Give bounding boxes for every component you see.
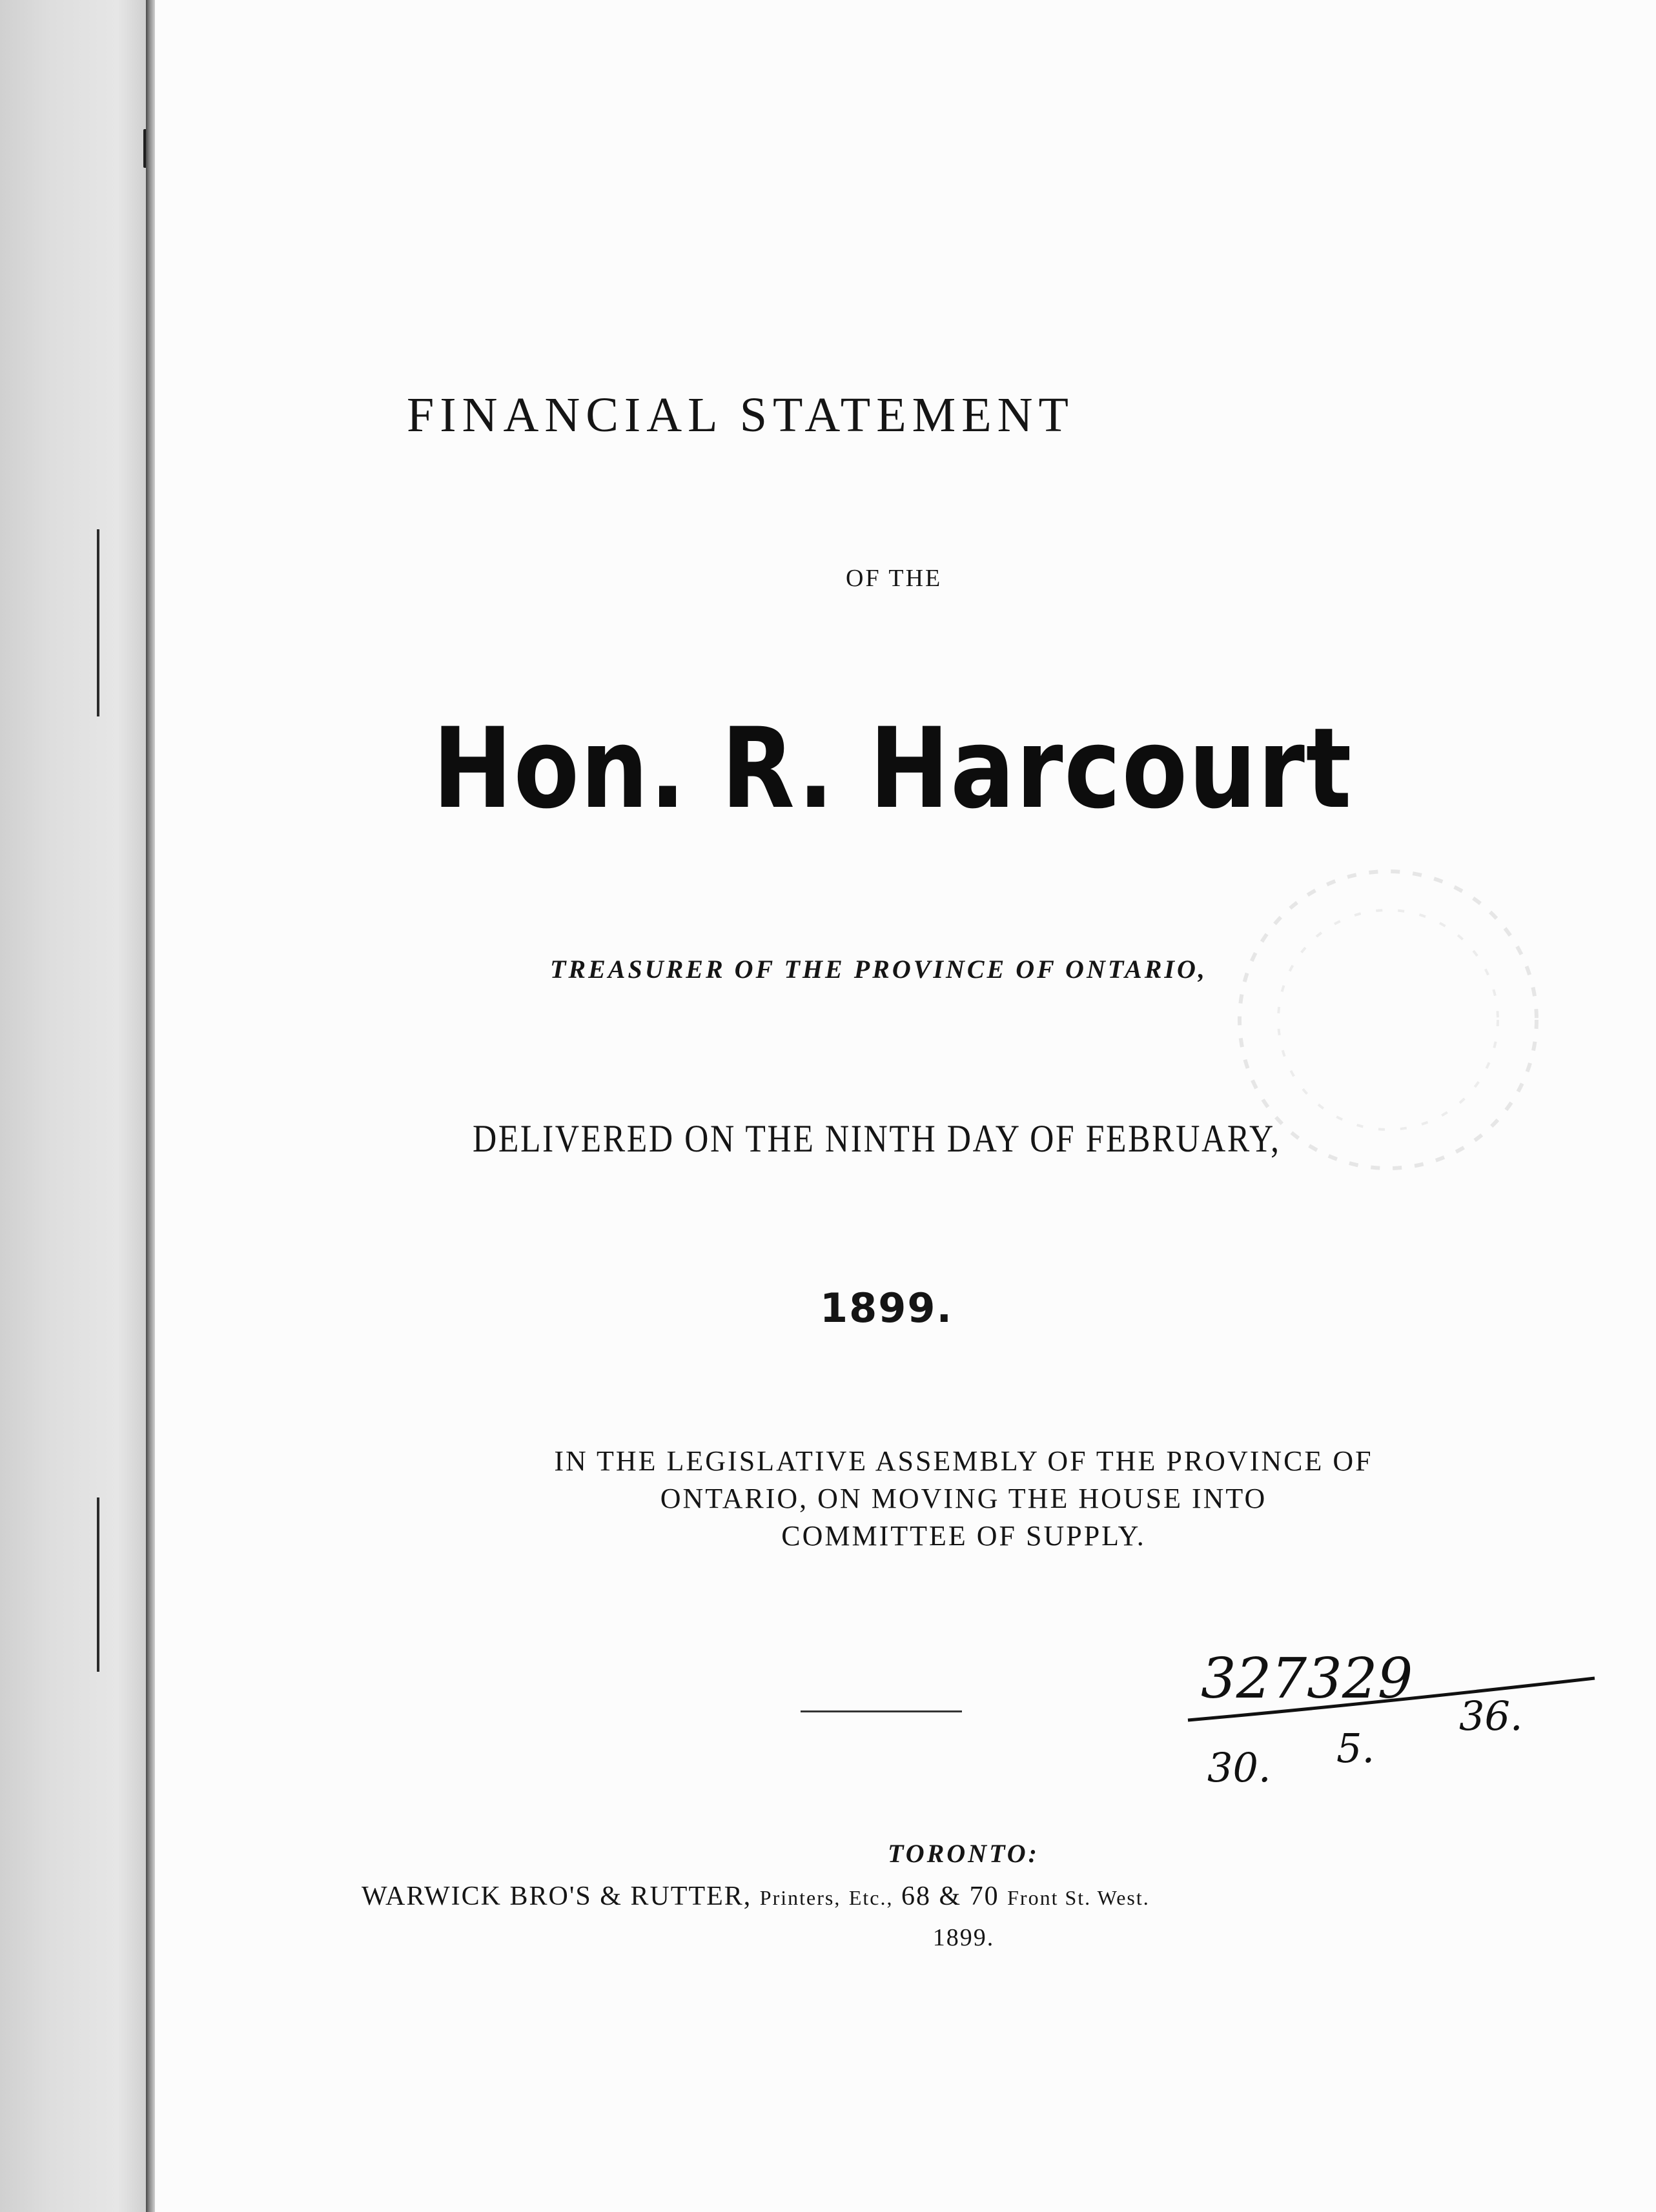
binding-strip xyxy=(0,0,147,2212)
binding-edge xyxy=(146,0,155,2212)
printer-address-numbers: 68 & 70 xyxy=(901,1882,999,1911)
handwritten-date-day: 30. xyxy=(1207,1744,1271,1791)
treasurer-name: Hon. R. Harcourt xyxy=(433,704,1353,833)
imprint-printer xyxy=(362,1881,1653,1912)
imprint-place: TORONTO: xyxy=(888,1839,1039,1868)
treasurer-office: TREASURER OF THE PROVINCE OF ONTARIO, xyxy=(550,955,1207,984)
divider-rule xyxy=(801,1710,962,1712)
delivery-date-line: DELIVERED ON THE NINTH DAY OF FEBRUARY, xyxy=(473,1117,1281,1160)
printer-name: WARWICK BRO'S & RUTTER, xyxy=(362,1882,752,1911)
of-the-connector: OF THE xyxy=(846,565,943,592)
handwritten-accession-note xyxy=(1162,1633,1653,1814)
printer-label: Printers, xyxy=(759,1886,841,1909)
document-title: FINANCIAL STATEMENT xyxy=(407,388,1074,442)
assembly-line-1: IN THE LEGISLATIVE ASSEMBLY OF THE PROVINCE OF xyxy=(554,1445,1373,1477)
binding-stitch-line xyxy=(97,529,99,716)
printer-street: Front St. West. xyxy=(1007,1886,1150,1909)
imprint-year: 1899. xyxy=(932,1924,995,1951)
handwritten-number: 327329 xyxy=(1201,1647,1413,1711)
assembly-line-2: ONTARIO, ON MOVING THE HOUSE INTO xyxy=(660,1483,1267,1514)
handwritten-date-month: 5. xyxy=(1336,1725,1375,1772)
title-page xyxy=(155,0,1656,2212)
assembly-line-3: COMMITTEE OF SUPPLY. xyxy=(781,1520,1146,1552)
document-year: 1899. xyxy=(820,1284,954,1332)
binding-stitch-line xyxy=(97,1497,99,1672)
printer-etc: Etc., xyxy=(848,1886,894,1909)
handwritten-date-year: 36. xyxy=(1459,1692,1523,1740)
